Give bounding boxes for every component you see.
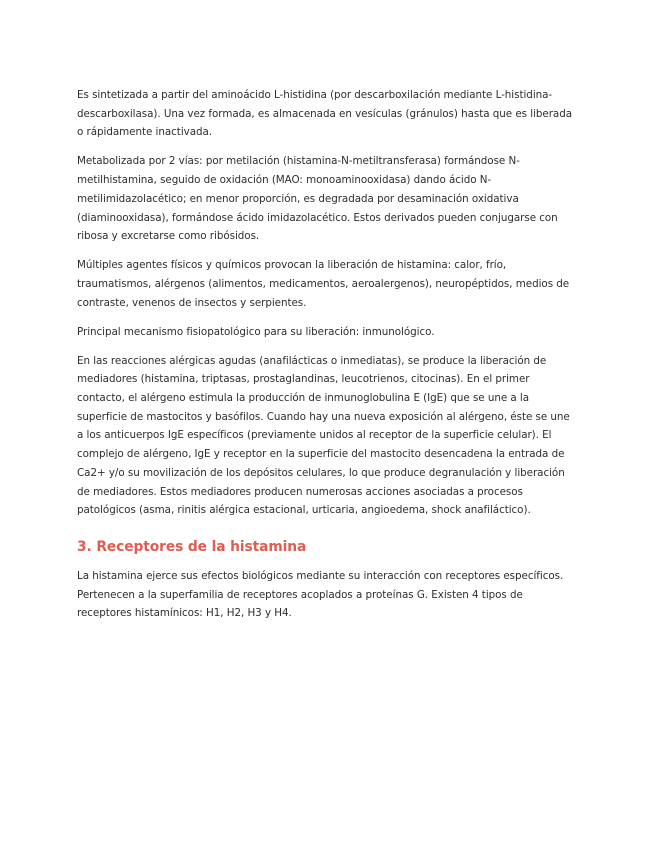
paragraph-metabolism: Metabolizada por 2 vías: por metilación (histamina-N-metiltransferasa) formándose N-metilhistamina, seguido de oxidación (MAO: monoaminooxidasa) dando ácido N-metilimidazolacético; en menor proporción, es degradada por desaminación oxidativa (diaminooxidasa), formándose ácido imidazolacético. Estos derivados pueden conjugarse con ribosa y excretarse como ribósidos. xyxy=(77,155,558,243)
paragraph-allergic-reactions: En las reacciones alérgicas agudas (anafilácticas o inmediatas), se produce la liberación de mediadores (histamina, triptasas, prostaglandinas, leucotrienos, citocinas). En el primer contacto, el alérgeno estimula la producción de inmunoglobulina E (IgE) que se une a la superficie de mastocitos y basófilos. Cuando hay una nueva exposición al alérgeno, éste se une a los anticuerpos IgE específicos (previamente unidos al receptor de la superficie celular). El complejo de alérgeno, IgE y receptor en la superficie del mastocito desencadena la entrada de Ca2+ y/o su movilización de los depósitos celulares, lo que produce degranulación y liberación de mediadores. Estos mediadores producen numerosas acciones asociadas a procesos patológicos (asma, rinitis alérgica estacional, urticaria, angioedema, shock anafiláctico). xyxy=(77,354,570,517)
paragraph-receptors: La histamina ejerce sus efectos biológicos mediante su interacción con receptores específicos. Pertenecen a la superfamilia de receptores acoplados a proteínas G. Existen 4 tipos de receptores histamínicos: H1, H2, H3 y H4. xyxy=(77,569,564,620)
paragraph-release-mechanism: Principal mecanismo fisiopatológico para su liberación: inmunológico. xyxy=(77,325,435,338)
page-content xyxy=(77,86,579,633)
section-heading-receptors: 3. Receptores de la histamina xyxy=(77,538,307,555)
paragraph-synthesis: Es sintetizada a partir del aminoácido L-histidina (por descarboxilación mediante L-histidina-descarboxilasa). Una vez formada, es almacenada en vesículas (gránulos) hasta que es liberada o rápidamente inactivada. xyxy=(77,89,573,139)
paragraph-release-agents: Múltiples agentes físicos y químicos provocan la liberación de histamina: calor, frío, traumatismos, alérgenos (alimentos, medicamentos, aeroalergenos), neuropéptidos, medios de contraste, venenos de insectos y serpientes. xyxy=(77,259,570,309)
